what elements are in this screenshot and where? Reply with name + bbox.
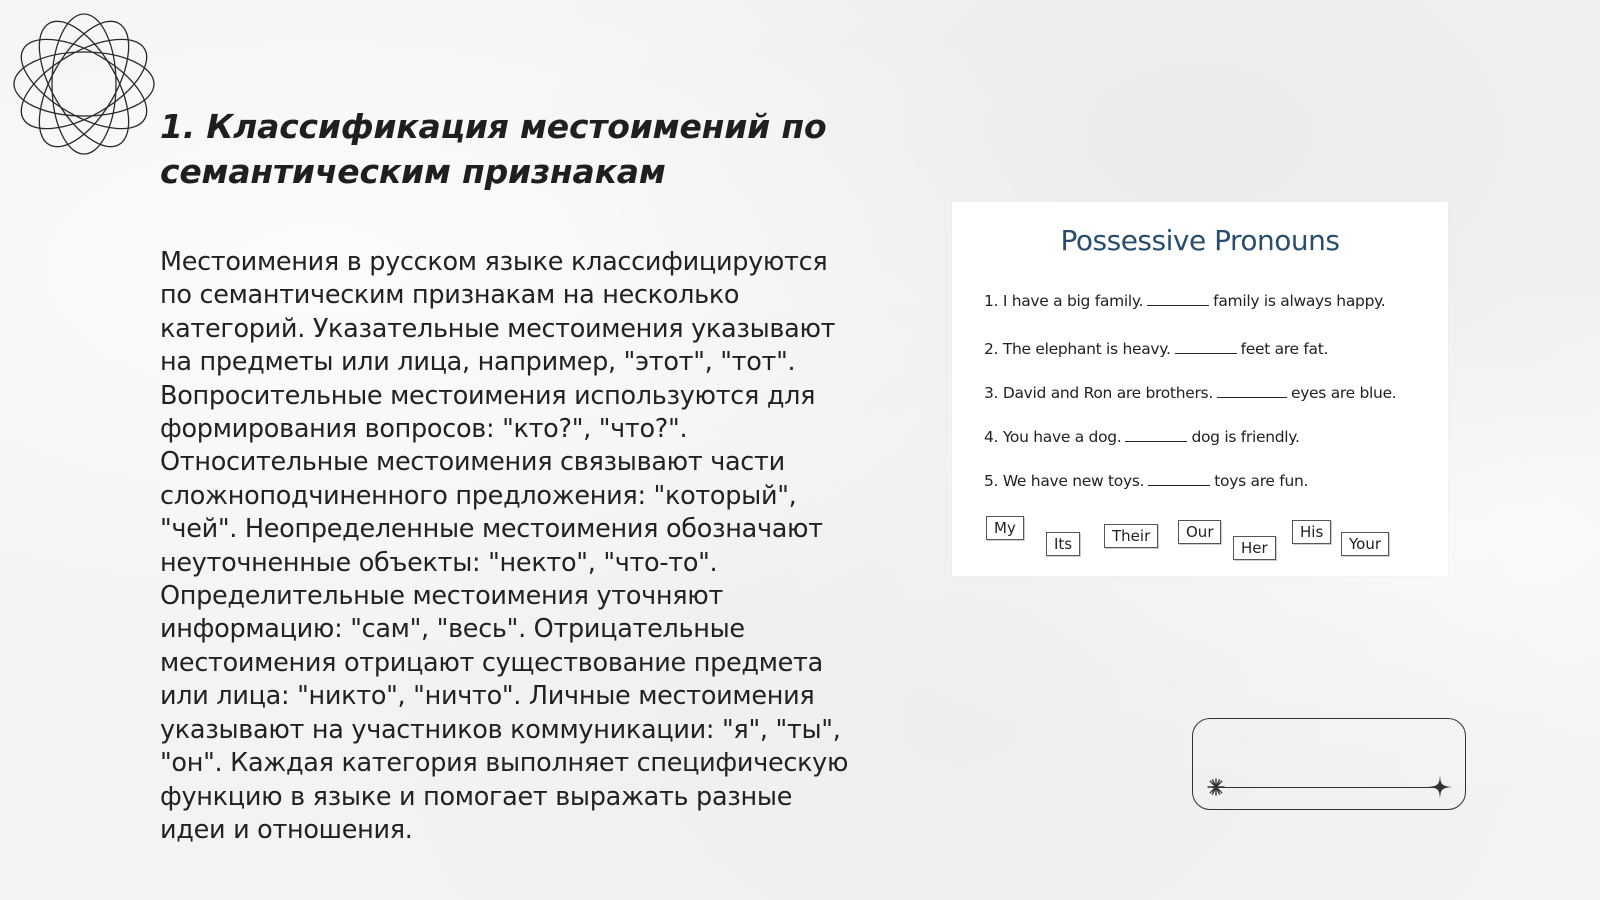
possessive-pronouns-worksheet — [952, 202, 1448, 576]
question-text-after: family is always happy. — [1213, 292, 1386, 310]
word-bank-item: Their — [1104, 524, 1158, 548]
word-bank-item: His — [1292, 520, 1331, 544]
worksheet-question — [984, 292, 1385, 310]
answer-blank — [1217, 385, 1287, 398]
worksheet-question — [984, 384, 1396, 402]
word-bank-item: Its — [1046, 532, 1080, 556]
orbit-rings-icon — [10, 10, 158, 158]
worksheet-question — [984, 340, 1328, 358]
question-text-before: 2. The elephant is heavy. — [984, 340, 1171, 358]
decorative-line — [1212, 787, 1440, 788]
question-text-before: 4. You have a dog. — [984, 428, 1122, 446]
word-bank-item: Our — [1178, 520, 1221, 544]
question-text-before: 3. David and Ron are brothers. — [984, 384, 1213, 402]
worksheet-question — [984, 472, 1308, 490]
answer-blank — [1148, 473, 1210, 486]
answer-blank — [1147, 293, 1209, 306]
word-bank-item: My — [986, 516, 1024, 540]
worksheet-question — [984, 428, 1300, 446]
worksheet-title: Possessive Pronouns — [1060, 224, 1340, 257]
question-text-before: 1. I have a big family. — [984, 292, 1144, 310]
word-bank-item: Your — [1341, 532, 1389, 556]
slide-title: 1. Классификация местоимений по семантическим признакам — [160, 107, 827, 191]
answer-blank — [1175, 341, 1237, 354]
slide-body-text: Местоимения в русском языке классифицируются по семантическим признакам на несколько категорий. Указательные местоимения указывают на предметы или лица, например, "этот", "тот". Вопросительные местоимения используются для формирования вопросов: "кто?", "что?". Относительные местоимения связывают части сложноподчиненного предложения: "который", "чей". Неопределенные местоимения обозначают неуточненные объекты: "некто", "что-то". Определительные местоимения уточняют информацию: "сам", "весь". Отрицательные местоимения отрицают существование предмета или лица: "никто", "ничто". Личные местоимения указывают на участников коммуникации: "я", "ты", "он". Каждая категория выполняет специфическую функцию в языке и помогает выражать разные идеи и отношения. — [160, 247, 849, 845]
question-text-before: 5. We have new toys. — [984, 472, 1145, 490]
question-text-after: eyes are blue. — [1290, 384, 1397, 402]
question-text-after: feet are fat. — [1240, 340, 1329, 358]
question-text-after: toys are fun. — [1214, 472, 1309, 490]
asterisk-star-icon — [1206, 777, 1226, 797]
word-bank-item: Her — [1233, 536, 1276, 560]
question-text-after: dog is friendly. — [1191, 428, 1300, 446]
decorative-rounded-frame — [1192, 718, 1466, 810]
four-point-sparkle-icon — [1428, 775, 1452, 799]
answer-blank — [1125, 429, 1187, 442]
